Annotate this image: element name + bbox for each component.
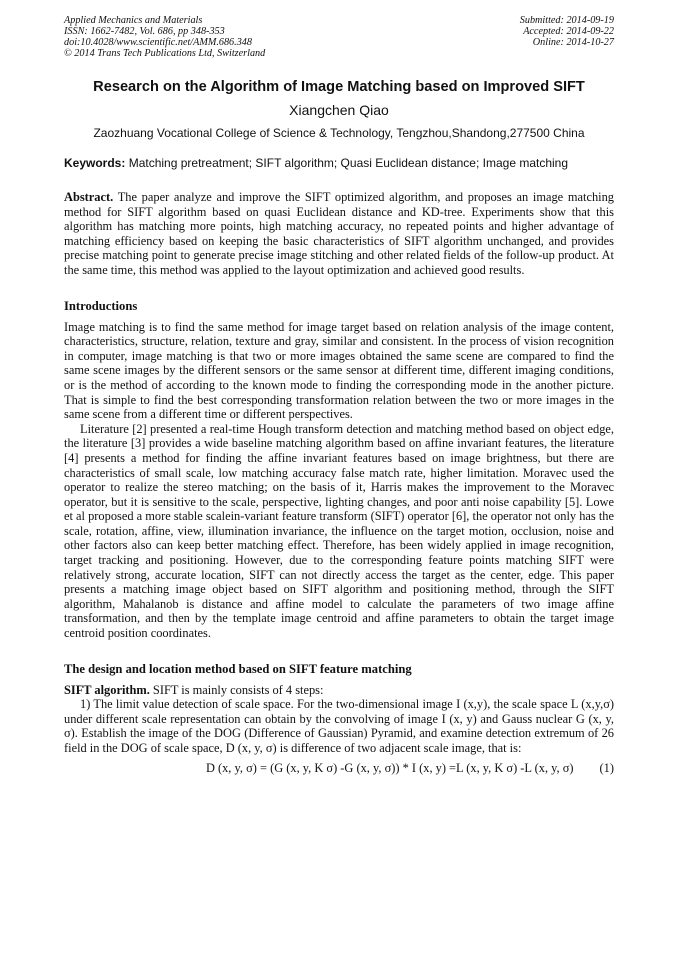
paper-title: Research on the Algorithm of Image Matching based on Improved SIFT xyxy=(93,79,585,95)
introduction-paragraph-2: Literature [2] presented a real-time Hough transform detection and matching method based on object edge, the literature [3] provides a wide baseline matching algorithm based on affine invariant features, the literature [4] presents a method for finding the affine invariant features based on image brightness, but there are characteristics of small scale, low matching accuracy false match rate, higher limitation. Moravec used the operator to realize the stereo matching; on the basis of it, Harris makes the improvement to the Moravec operator, but it is sensitive to the scale, perspective, lighting changes, and poor anti noise capability [5]. Lowe et al proposed a more stable scalein-variant feature transform (SIFT) operator [6], the operator not only has the scale, rotation, affine, view, illumination invariance, the influence on the target motion, occlusion, noise and other factors also can keep better matching effect. Therefore, has been widely applied in image recognition, target tracking and positioning. However, due to the corresponding feature points matching SIFT were relatively strong, accurate location, SIFT can not directly access the target as the center, edge. This paper presents a matching image object based on SIFT algorithm and positioning method, through the SIFT algorithm, Mahalanob is distance and affine model to calculate the parameters of two image affine transformation, and then by the template image centroid and affine parameters to obtain the target image centroid position coordinates. xyxy=(64,421,614,641)
keywords-label: Keywords: xyxy=(64,156,126,170)
doi-line[interactable]: doi:10.4028/www.scientific.net/AMM.686.348 xyxy=(64,37,252,48)
keywords xyxy=(64,156,614,171)
author-affiliation: Zaozhuang Vocational College of Science & Technology, Tengzhou,Shandong,277500 China xyxy=(93,126,585,140)
equation-expression: D (x, y, σ) = (G (x, y, K σ) -G (x, y, σ)) * I (x, y) =L (x, y, K σ) -L (x, y, σ) xyxy=(205,760,574,775)
online-date: Online: 2014-10-27 xyxy=(532,37,614,48)
submitted-date: Submitted: 2014-09-19 xyxy=(519,15,614,26)
keywords-text: Matching pretreatment; SIFT algorithm; Quasi Euclidean distance; Image matching xyxy=(125,156,569,170)
journal-name: Applied Mechanics and Materials xyxy=(64,15,203,26)
publication-info xyxy=(64,15,265,59)
abstract xyxy=(64,190,614,278)
sift-intro-paragraph xyxy=(64,683,614,698)
section-heading-sift-design: The design and location method based on SIFT feature matching xyxy=(64,661,412,676)
equation-1 xyxy=(64,761,614,776)
introduction-heading: Introductions xyxy=(64,298,138,313)
copyright-line: © 2014 Trans Tech Publications Ltd, Switzerland xyxy=(64,48,266,59)
sift-intro-text: SIFT is mainly consists of 4 steps: xyxy=(149,682,324,697)
issn-line: ISSN: 1662-7482, Vol. 686, pp 348-353 xyxy=(64,26,225,37)
abstract-label: Abstract. xyxy=(64,190,114,204)
step-1-paragraph: 1) The limit value detection of scale space. For the two-dimensional image I (x,y), the scale space L (x,y,σ) under different scale representation can obtain by the convolving of image I (x, y) and Gauss nuclear G (x, y, σ). Establish the image of the DOG (Difference of Gaussian) Pyramid, and examine detection extremum of 26 field in the DOG of scale space, D (x, y, σ) is difference of two adjacent scale image, that is: xyxy=(64,697,614,755)
author-name: Xiangchen Qiao xyxy=(289,102,389,118)
introduction-paragraph-1: Image matching is to find the same method for image target based on relation analysis of the image content, characteristics, structure, relation, texture and gray, similar and consistent. In the process of vision recognition in computer, image matching is that two or more images obtained the same scene are compared to find the same scene images by the different sensors or the same sensor at different time, different imaging conditions, or is the method of according to the known mode to finding the corresponding mode in the another picture. That is simple to find the best corresponding transformation relation between the two or more images in the same scene from a different time or different perspectives. xyxy=(64,319,614,422)
dates-info xyxy=(520,15,614,59)
abstract-text: The paper analyze and improve the SIFT optimized algorithm, and proposes an image matching method for SIFT algorithm based on quasi Euclidean distance and KD-tree. Experiments show that this algorithm has matching more points, high matching accuracy, no repeated points and higher advantage of matching efficiency based on keeping the basic characteristics of SIFT algorithm unchanged, and provides precise matching point to generate precise image stitching and other related fields of the follow-up product. At the same time, this method was applied to the layout optimization and achieved good results. xyxy=(64,190,614,277)
accepted-date: Accepted: 2014-09-22 xyxy=(523,26,614,37)
sift-algorithm-label: SIFT algorithm. xyxy=(64,682,150,697)
equation-number: (1) xyxy=(599,760,614,775)
running-header xyxy=(64,15,614,59)
paper-page xyxy=(64,15,614,776)
